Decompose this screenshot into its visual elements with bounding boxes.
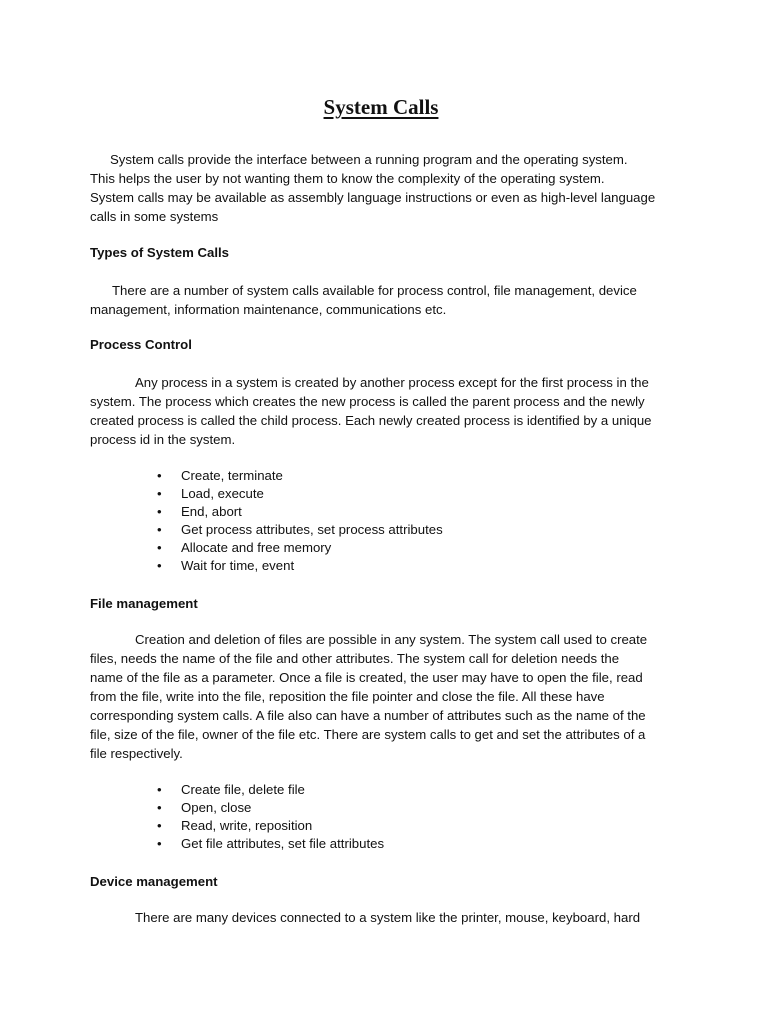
bullet-icon: • [157, 522, 162, 537]
paragraph-line: from the file, write into the file, reposition the file pointer and close the file. All these have [90, 689, 605, 704]
bullet-icon: • [157, 558, 162, 573]
paragraph-line: files, needs the name of the file and other attributes. The system call for deletion needs the [90, 651, 620, 666]
list-item [154, 835, 384, 853]
device-management-paragraph [90, 908, 690, 927]
list-item-label: Create, terminate [181, 468, 283, 483]
paragraph-line: This helps the user by not wanting them to know the complexity of the operating system. [90, 171, 605, 186]
process-control-list [154, 467, 443, 575]
bullet-icon: • [157, 782, 162, 797]
list-item [154, 799, 384, 817]
paragraph-line: management, information maintenance, communications etc. [90, 302, 447, 317]
list-item [154, 781, 384, 799]
list-item-label: Read, write, reposition [181, 818, 313, 833]
bullet-icon: • [157, 504, 162, 519]
list-item [154, 503, 443, 521]
list-item [154, 521, 443, 539]
list-item [154, 539, 443, 557]
file-management-list [154, 781, 384, 853]
list-item-label: Load, execute [181, 486, 264, 501]
paragraph-line: system. The process which creates the new process is called the parent process and the newly [90, 394, 645, 409]
list-item-label: Get file attributes, set file attributes [181, 836, 385, 851]
paragraph-line: System calls provide the interface between a running program and the operating system. [110, 152, 628, 167]
types-paragraph [90, 281, 690, 319]
list-item-label: End, abort [181, 504, 242, 519]
list-item [154, 557, 443, 575]
bullet-icon: • [157, 836, 162, 851]
list-item [154, 467, 443, 485]
intro-paragraph [90, 150, 690, 226]
paragraph-line: Any process in a system is created by another process except for the first process in the [135, 375, 649, 390]
paragraph-line: Creation and deletion of files are possible in any system. The system call used to create [135, 632, 648, 647]
list-item-label: Open, close [181, 800, 252, 815]
list-item-label: Create file, delete file [181, 782, 305, 797]
list-item-label: Get process attributes, set process attributes [181, 522, 443, 537]
paragraph-line: calls in some systems [90, 209, 219, 224]
process-control-paragraph [90, 373, 690, 449]
paragraph-line: name of the file as a parameter. Once a file is created, the user may have to open the file, read [90, 670, 643, 685]
section-heading-process-control: Process Control [90, 337, 192, 352]
paragraph-line: process id in the system. [90, 432, 236, 447]
paragraph-line: System calls may be available as assembly language instructions or even as high-level language [90, 190, 656, 205]
list-item-label: Allocate and free memory [181, 540, 332, 555]
section-heading-types: Types of System Calls [90, 245, 230, 260]
section-heading-file-management: File management [90, 596, 198, 611]
paragraph-line: file, size of the file, owner of the file etc. There are system calls to get and set the attributes of a [90, 727, 646, 742]
bullet-icon: • [157, 800, 162, 815]
bullet-icon: • [157, 468, 162, 483]
bullet-icon: • [157, 540, 162, 555]
section-heading-device-management: Device management [90, 874, 218, 889]
list-item [154, 485, 443, 503]
bullet-icon: • [157, 486, 162, 501]
list-item-label: Wait for time, event [181, 558, 295, 573]
paragraph-line: created process is called the child process. Each newly created process is identified by a unique [90, 413, 652, 428]
paragraph-line: corresponding system calls. A file also can have a number of attributes such as the name of the [90, 708, 646, 723]
list-item [154, 817, 384, 835]
bullet-icon: • [157, 818, 162, 833]
paragraph-line: file respectively. [90, 746, 183, 761]
file-management-paragraph [90, 630, 690, 763]
paragraph-line: There are many devices connected to a system like the printer, mouse, keyboard, hard [135, 910, 641, 925]
paragraph-line: There are a number of system calls available for process control, file management, device [112, 283, 637, 298]
page-title: System Calls [323, 95, 439, 119]
